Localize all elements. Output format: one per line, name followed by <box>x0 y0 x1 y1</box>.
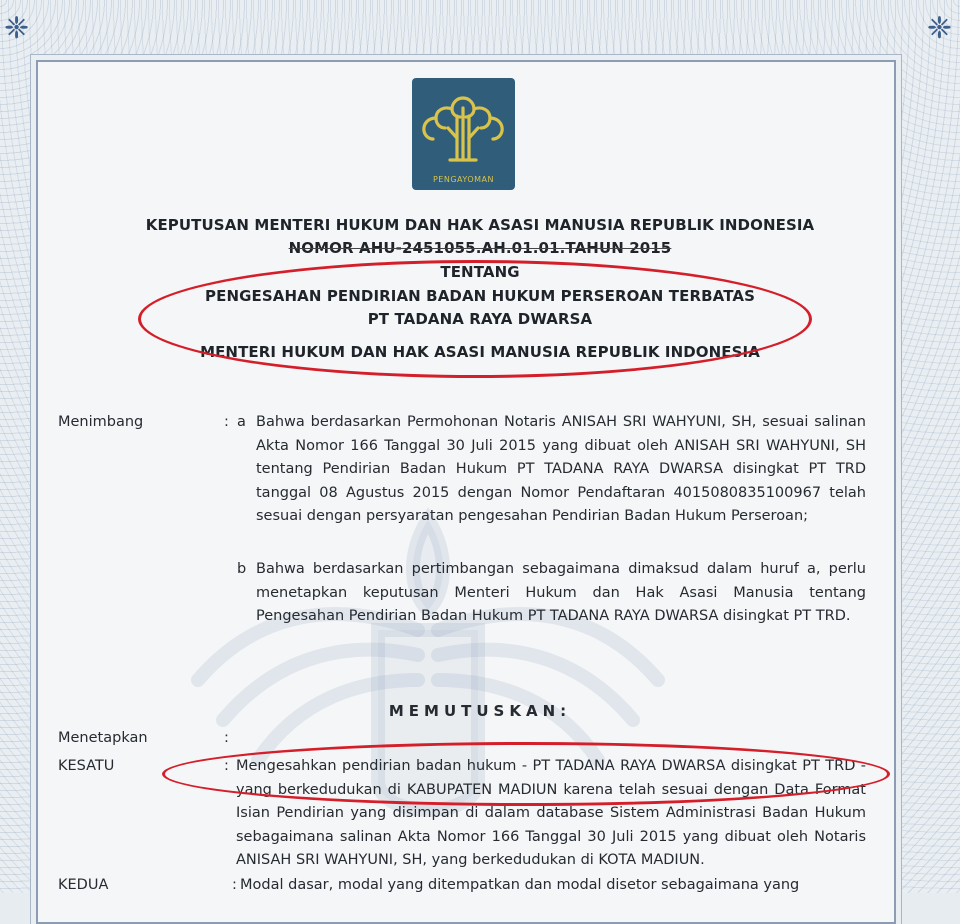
menimbang-b-marker: b <box>237 561 247 577</box>
kedua-text: Modal dasar, modal yang ditempatkan dan modal disetor sebagaimana yang <box>240 877 800 893</box>
kesatu-label: KESATU <box>58 758 115 774</box>
decree-tentang: TENTANG <box>440 263 520 281</box>
company-name: PT TADANA RAYA DWARSA <box>367 310 593 328</box>
ornament-icon: ❈ <box>926 11 952 46</box>
kesatu-colon: : <box>224 758 229 774</box>
kedua-label: KEDUA <box>58 877 109 893</box>
menetapkan-label: Menetapkan <box>58 730 148 746</box>
memutuskan-heading: MEMUTUSKAN: <box>388 702 572 720</box>
decree-number: NOMOR AHU-2451055.AH.01.01.TAHUN 2015 <box>288 239 672 257</box>
menimbang-a-text: Bahwa berdasarkan Permohonan Notaris ANISAH SRI WAHYUNI, SH, sesuai salinan Akta Nomor 166 Tanggal 30 Juli 2015 yang dibuat oleh ANISAH SRI WAHYUNI, SH tentang Pendirian Badan Hukum PT TADANA RAYA DWARSA disingkat PT TRD tanggal 08 Agustus 2015 dengan Nomor Pendaftaran 4015080835100967 telah sesuai dengan persyaratan pengesahan Pendirian Badan Hukum Perseroan; <box>256 414 866 524</box>
menimbang-colon: : <box>224 414 229 430</box>
menimbang-a-marker: a <box>237 414 246 430</box>
decree-title-line1: KEPUTUSAN MENTERI HUKUM DAN HAK ASASI MANUSIA REPUBLIK INDONESIA <box>145 216 815 234</box>
pengayoman-logo <box>412 78 515 190</box>
menetapkan-colon: : <box>224 730 229 746</box>
menimbang-label: Menimbang <box>58 414 144 430</box>
decree-subject: PENGESAHAN PENDIRIAN BADAN HUKUM PERSEROAN TERBATAS <box>205 287 755 305</box>
kedua-colon: : <box>232 877 237 893</box>
kesatu-text: Mengesahkan pendirian badan hukum - PT TADANA RAYA DWARSA disingkat PT TRD - yang berkedudukan di KABUPATEN MADIUN karena telah sesuai dengan Data Format Isian Pendirian yang disimpan di dalam database Sistem Administrasi Badan Hukum sebagaimana salinan Akta Nomor 166 Tanggal 30 Juli 2015 yang dibuat oleh Notaris ANISAH SRI WAHYUNI, SH, yang berkedudukan di KOTA MADIUN. <box>236 758 866 868</box>
pengayoman-tree-icon <box>412 78 515 190</box>
ornament-icon: ❈ <box>4 11 30 46</box>
minister-heading: MENTERI HUKUM DAN HAK ASASI MANUSIA REPUBLIK INDONESIA <box>200 343 760 361</box>
logo-caption: PENGAYOMAN <box>432 175 495 184</box>
menimbang-b-text: Bahwa berdasarkan pertimbangan sebagaimana dimaksud dalam huruf a, perlu menetapkan keputusan Menteri Hukum dan Hak Asasi Manusia tentang Pengesahan Pendirian Badan Hukum PT TADANA RAYA DWARSA disingkat PT TRD. <box>256 561 866 624</box>
